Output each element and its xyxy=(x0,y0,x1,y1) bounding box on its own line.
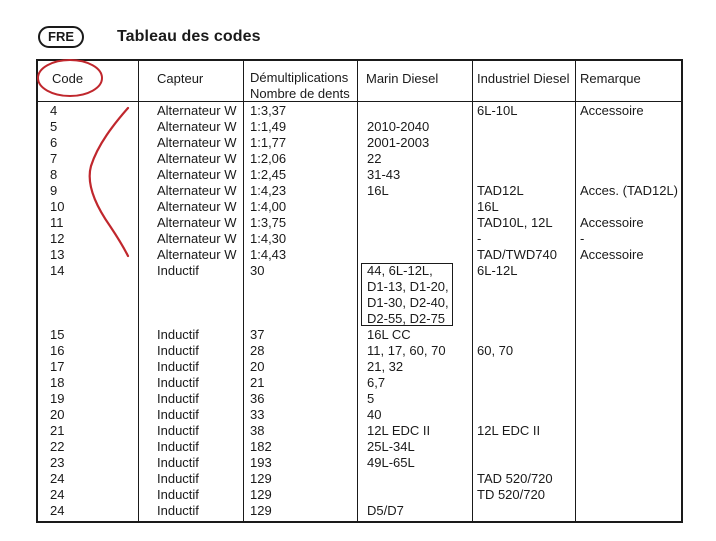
cell-demult: 1:1,77 xyxy=(250,135,287,150)
cell-industriel: TAD 520/720 xyxy=(477,471,553,486)
cell-capteur: Inductif xyxy=(157,327,199,342)
cell-code: 7 xyxy=(50,151,58,166)
header-marin-diesel: Marin Diesel xyxy=(366,71,439,86)
cell-demult: 1:4,23 xyxy=(250,183,287,198)
cell-code: 24 xyxy=(50,471,65,486)
cell-code: 24 xyxy=(50,487,65,502)
cell-capteur: Inductif xyxy=(157,391,199,406)
cell-capteur: Alternateur W xyxy=(157,247,237,262)
cell-marin: 6,7 xyxy=(367,375,386,390)
cell-remarque: Accessoire xyxy=(580,103,644,118)
cell-marin: 25L-34L xyxy=(367,439,415,454)
cell-demult: 20 xyxy=(250,359,265,374)
cell-code: 23 xyxy=(50,455,65,470)
cell-code: 19 xyxy=(50,391,65,406)
cell-capteur: Alternateur W xyxy=(157,167,237,182)
cell-demult: 129 xyxy=(250,487,272,502)
header-nombre-de-dents: Nombre de dents xyxy=(250,86,350,101)
header-industriel-diesel: Industriel Diesel xyxy=(477,71,570,86)
cell-marin: 16L CC xyxy=(367,327,411,342)
cell-capteur: Alternateur W xyxy=(157,183,237,198)
cell-demult: 1:3,37 xyxy=(250,103,287,118)
cell-code: 24 xyxy=(50,503,65,518)
cell-remarque: - xyxy=(580,231,585,246)
cell-industriel: 6L-10L xyxy=(477,103,518,118)
cell-demult: 129 xyxy=(250,471,272,486)
cell-industriel: TAD12L xyxy=(477,183,524,198)
cell-industriel: - xyxy=(477,231,482,246)
page-title: Tableau des codes xyxy=(117,28,261,45)
cell-industriel: 16L xyxy=(477,199,499,214)
cell-remarque: Acces. (TAD12L) xyxy=(580,183,679,198)
cell-demult: 21 xyxy=(250,375,265,390)
cell-industriel: 12L EDC II xyxy=(477,423,541,438)
cell-demult: 33 xyxy=(250,407,265,422)
cell-marin: 2001-2003 xyxy=(367,135,430,150)
cell-code: 4 xyxy=(50,103,58,118)
cell-code: 17 xyxy=(50,359,65,374)
header-code: Code xyxy=(52,71,84,86)
cell-marin: 16L xyxy=(367,183,389,198)
cell-demult: 30 xyxy=(250,263,265,278)
cell-capteur: Inductif xyxy=(157,375,199,390)
cell-demult: 1:4,00 xyxy=(250,199,287,214)
cell-code: 11 xyxy=(50,215,64,230)
cell-capteur: Alternateur W xyxy=(157,119,237,134)
cell-code: 14 xyxy=(50,263,65,278)
cell-capteur: Alternateur W xyxy=(157,215,237,230)
cell-capteur: Inductif xyxy=(157,423,199,438)
column-divider xyxy=(357,59,358,523)
cell-demult: 28 xyxy=(250,343,265,358)
cell-capteur: Inductif xyxy=(157,487,199,502)
cell-capteur: Alternateur W xyxy=(157,231,237,246)
cell-capteur: Inductif xyxy=(157,359,199,374)
cell-marin: 22 xyxy=(367,151,382,166)
cell-demult: 182 xyxy=(250,439,272,454)
cell-demult: 1:4,43 xyxy=(250,247,287,262)
cell-marin: 40 xyxy=(367,407,382,422)
header-remarque: Remarque xyxy=(580,71,641,86)
cell-marin: 49L-65L xyxy=(367,455,415,470)
cell-industriel: TAD10L, 12L xyxy=(477,215,553,230)
cell-capteur: Alternateur W xyxy=(157,135,237,150)
language-badge: FRE xyxy=(38,26,84,48)
cell-demult: 1:1,49 xyxy=(250,119,287,134)
cell-demult: 36 xyxy=(250,391,265,406)
cell-capteur: Inductif xyxy=(157,503,199,518)
cell-marin: 11, 17, 60, 70 xyxy=(367,343,446,358)
cell-code: 6 xyxy=(50,135,58,150)
cell-marin: 5 xyxy=(367,391,375,406)
cell-industriel: TD 520/720 xyxy=(477,487,545,502)
cell-demult: 37 xyxy=(250,327,265,342)
cell-remarque: Accessoire xyxy=(580,247,644,262)
cell-code: 15 xyxy=(50,327,65,342)
cell-marin: 21, 32 xyxy=(367,359,404,374)
cell-demult: 38 xyxy=(250,423,265,438)
cell-capteur: Inductif xyxy=(157,343,199,358)
cell-demult: 193 xyxy=(250,455,272,470)
column-divider xyxy=(138,59,139,523)
cell-code: 9 xyxy=(50,183,58,198)
cell-capteur: Alternateur W xyxy=(157,103,237,118)
cell-demult: 129 xyxy=(250,503,272,518)
cell-demult: 1:2,45 xyxy=(250,167,287,182)
cell-marin: D1-30, D2-40, xyxy=(367,295,449,310)
header-demultiplications: Démultiplications xyxy=(250,70,349,85)
cell-marin: 12L EDC II xyxy=(367,423,431,438)
codes-table xyxy=(36,59,683,523)
cell-capteur: Alternateur W xyxy=(157,199,237,214)
cell-marin: D2-55, D2-75 xyxy=(367,311,446,326)
marin-diesel-boxed-group xyxy=(361,263,453,326)
cell-code: 22 xyxy=(50,439,65,454)
cell-demult: 1:4,30 xyxy=(250,231,287,246)
cell-capteur: Inductif xyxy=(157,263,199,278)
cell-code: 5 xyxy=(50,119,58,134)
cell-code: 16 xyxy=(50,343,65,358)
cell-code: 12 xyxy=(50,231,65,246)
cell-industriel: TAD/TWD740 xyxy=(477,247,557,262)
cell-capteur: Inductif xyxy=(157,455,199,470)
cell-capteur: Inductif xyxy=(157,439,199,454)
cell-code: 18 xyxy=(50,375,65,390)
column-divider xyxy=(575,59,576,523)
cell-marin: D1-13, D1-20, xyxy=(367,279,449,294)
column-divider xyxy=(243,59,244,523)
cell-marin: 44, 6L-12L, xyxy=(367,263,433,278)
cell-code: 20 xyxy=(50,407,65,422)
cell-capteur: Inductif xyxy=(157,471,199,486)
cell-capteur: Inductif xyxy=(157,407,199,422)
header-capteur: Capteur xyxy=(157,71,204,86)
cell-demult: 1:3,75 xyxy=(250,215,287,230)
cell-marin: 2010-2040 xyxy=(367,119,430,134)
cell-industriel: 60, 70 xyxy=(477,343,514,358)
header-divider xyxy=(36,101,683,102)
cell-code: 13 xyxy=(50,247,65,262)
cell-code: 10 xyxy=(50,199,65,214)
cell-industriel: 6L-12L xyxy=(477,263,518,278)
cell-remarque: Accessoire xyxy=(580,215,644,230)
column-divider xyxy=(472,59,473,523)
cell-code: 8 xyxy=(50,167,58,182)
cell-demult: 1:2,06 xyxy=(250,151,287,166)
cell-marin: 31-43 xyxy=(367,167,401,182)
cell-capteur: Alternateur W xyxy=(157,151,237,166)
cell-code: 21 xyxy=(50,423,65,438)
cell-marin: D5/D7 xyxy=(367,503,404,518)
